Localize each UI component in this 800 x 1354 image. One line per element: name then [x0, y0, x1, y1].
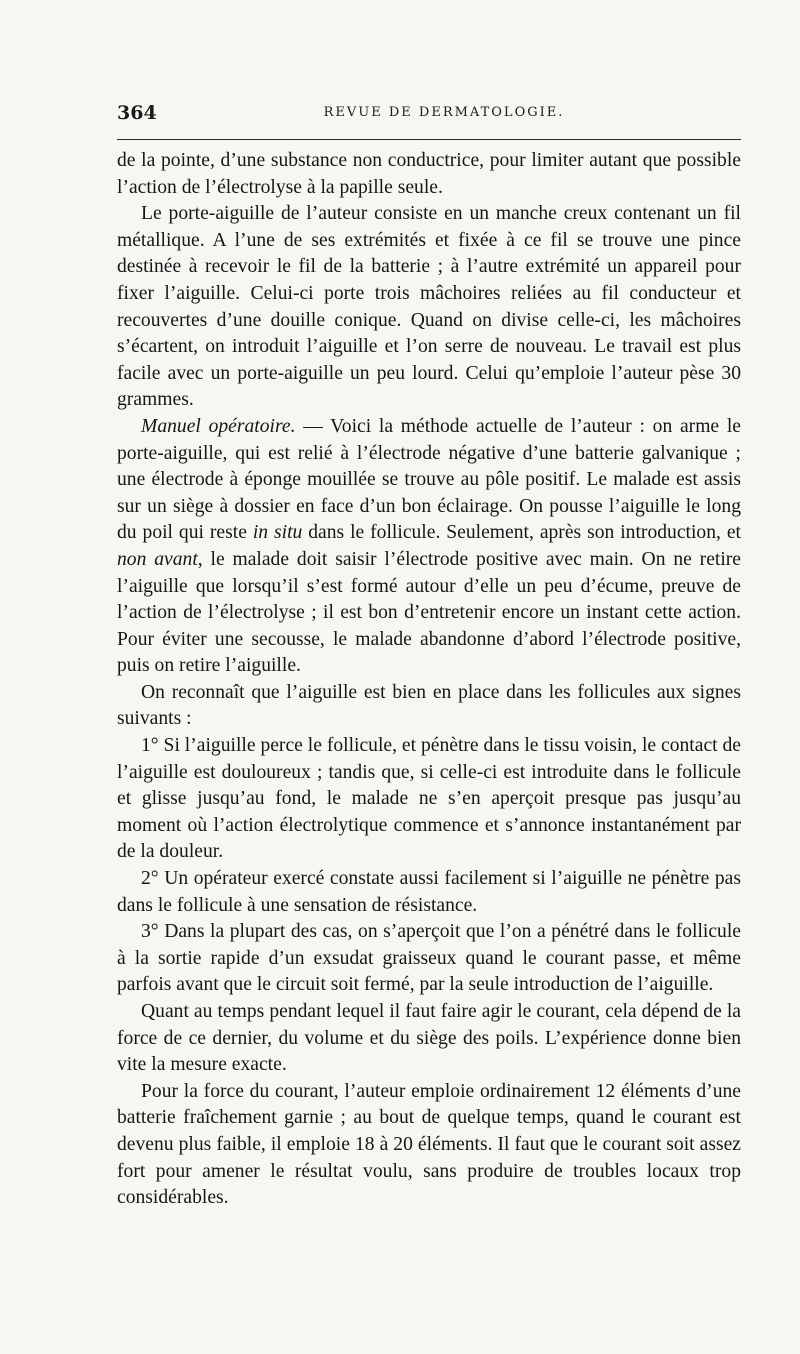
paragraph-continuation: de la pointe, d’une substance non conductrice, pour limiter autant que possible l’action de l’électrolyse à la papille seule.: [117, 150, 741, 198]
paragraph-porte-aiguille: Le porte-aiguille de l’auteur consiste en un manche creux contenant un fil métallique. A l’une de ses extrémités et fixée à ce fil se trouve une pince destinée à recevoir le fil de la batterie ; à l’autre extrémité un appareil pour fixer l’aiguille. Celui-ci porte trois mâchoires reliées au fil conducteur et recouvertes d’une douille conique. Quand on divise celle-ci, les mâchoires s’écartent, on introduit l’aiguille et l’on serre de nouveau. Le travail est plus facile avec un porte-aiguille un peu lourd. Celui qu’emploie l’auteur pèse 30 grammes.: [117, 203, 741, 411]
paragraph-manuel-operatoire: [117, 414, 741, 680]
text-fragment: — Voici la méthode actuelle de l’auteur : on arme le porte-aiguille, qui est relié à l’électrode négative d’une batterie galvanique ; une électrode à éponge mouillée se trouve au pôle positif. Le malade est assis sur un siège à dossier en face d’un bon éclairage. On pousse l’aiguille le long du poil qui reste: [117, 415, 741, 544]
running-title: REVUE DE DERMATOLOGIE.: [323, 105, 565, 120]
page-number: 364: [117, 102, 157, 124]
paragraph-duree: Quant au temps pendant lequel il faut faire agir le courant, cela dépend de la force de ce dernier, du volume et du siège des poils. L’expérience donne bien vite la mesure exacte.: [117, 1001, 741, 1076]
paragraph-sign-3: 3° Dans la plupart des cas, on s’aperçoit que l’on a pénétré dans le follicule à la sortie rapide d’un exsudat graisseux quand le courant passe, et même parfois avant que le circuit soit fermé, par la seule introduction de l’aiguille.: [117, 921, 741, 996]
paragraph-force-courant: Pour la force du courant, l’auteur emploie ordinairement 12 éléments d’une batterie fraîchement garnie ; au bout de quelque temps, quand le courant est devenu plus faible, il emploie 18 à 20 éléments. Il faut que le courant soit assez fort pour amener le résultat voulu, sans produire de troubles locaux trop considérables.: [117, 1080, 741, 1209]
paragraph-sign-2: 2° Un opérateur exercé constate aussi facilement si l’aiguille ne pénètre pas dans le follicule à une sensation de résistance.: [117, 868, 741, 916]
header-rule: [117, 139, 741, 140]
body-text: [117, 148, 741, 1212]
emphasis-in-situ: in situ: [252, 522, 303, 544]
emphasis-non-avant: non avant: [117, 548, 198, 570]
page-header: [117, 102, 741, 128]
paragraph-signes: On reconnaît que l’aiguille est bien en place dans les follicules aux signes suivants :: [117, 681, 741, 730]
text-fragment: dans le follicule. Seulement, après son introduction, et: [302, 522, 741, 544]
section-heading-manuel-operatoire: Manuel opératoire.: [141, 415, 296, 437]
paragraph-sign-1: 1° Si l’aiguille perce le follicule, et pénètre dans le tissu voisin, le contact de l’aiguille est douloureux ; tandis que, si celle-ci est introduite dans le follicule et glisse jusqu’au fond, le malade ne s’en aperçoit presque pas jusqu’au moment où l’action électrolytique commence et s’annonce instantanément par de la douleur.: [117, 735, 741, 863]
text-fragment: , le malade doit saisir l’électrode positive avec main. On ne retire l’aiguille que lorsqu’il s’est formé autour d’elle un peu d’écume, preuve de l’action de l’électrolyse ; il est bon d’entretenir encore un instant cette action. Pour éviter une secousse, le malade abandonne d’abord l’électrode positive, puis on retire l’aiguille.: [117, 548, 741, 677]
